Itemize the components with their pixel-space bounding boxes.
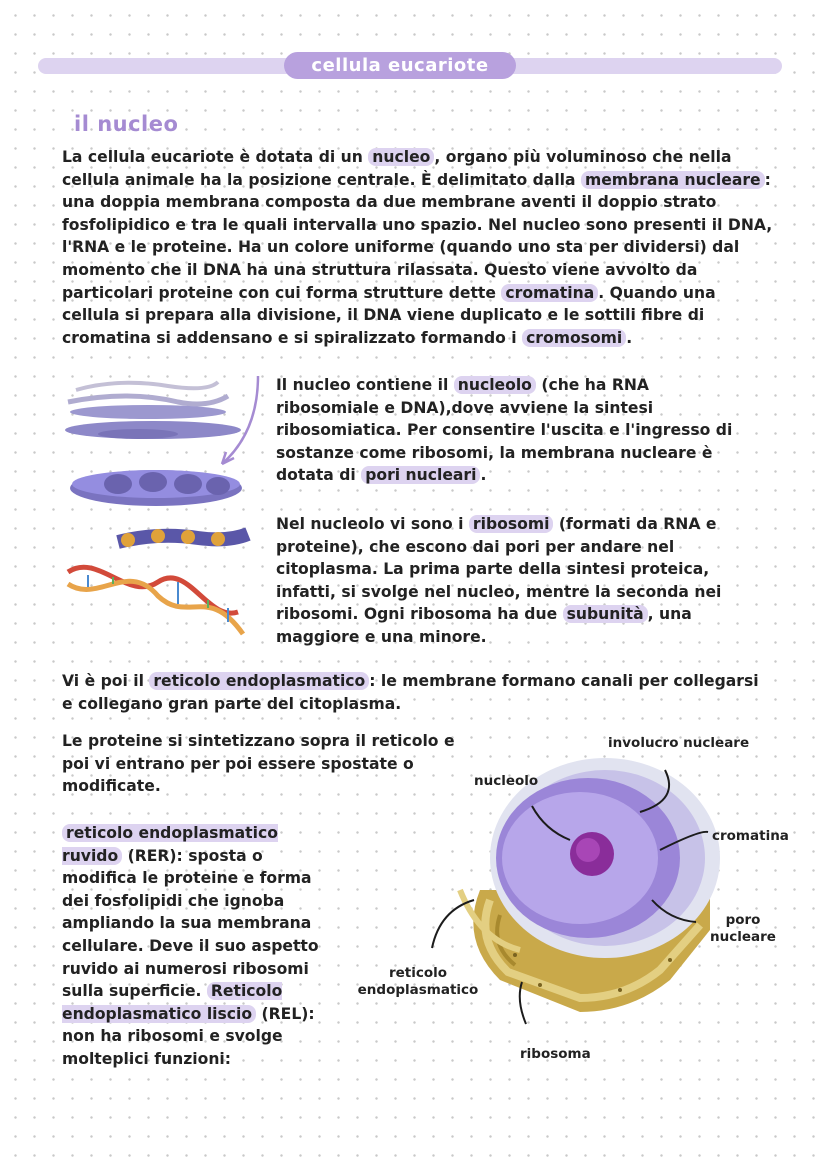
- paragraph-reticolo: [62, 670, 762, 715]
- label-nucleolo: nucleolo: [474, 773, 539, 789]
- text-run: Le proteine si sintetizzano sopra il reticolo e poi vi entrano per poi essere spostate o modificate.: [62, 732, 455, 796]
- text-run: (REL): non ha ribosomi e svolge molteplici funzioni:: [62, 1004, 315, 1068]
- text-run: (formati da RNA e proteine), che escono dai pori per andare nel citoplasma. La prima parte della sintesi proteica, infatti, si svolge nel nucleo, mentre la seconda nei ribosomi. Ogni ribosoma ha due: [276, 515, 722, 624]
- highlighted-term: pori nucleari: [361, 466, 480, 484]
- highlighted-term: membrana nucleare: [581, 171, 765, 189]
- highlighted-term: reticolo endoplasmatico ruvido: [62, 824, 278, 865]
- text-run: Nel nucleolo vi sono i: [276, 515, 469, 533]
- text-run: : le membrane formano canali per collegarsi e collegano gran parte del citoplasma.: [62, 672, 759, 713]
- highlighted-term: reticolo endoplasmatico: [149, 672, 369, 690]
- text-run: : una doppia membrana composta da due membrane aventi il doppio strato fosfolipidico e tra le quali intervalla uno spazio. Nel nucleo sono presenti il DNA, l'RNA e le proteine. Ha un colore uniforme (quando uno sta per dividersi) dal momento che il DNA ha una struttura rilassata. Questo viene avvolto da particolari proteine con cui forma strutture dette: [62, 170, 773, 302]
- text-run: (RER): sposta o modifica le proteine e forma dei fosfolipidi che ignoba ampliando la sua membrana cellulare. Deve il suo aspetto ruvido ai numerosi ribosomi sulla superficie.: [62, 846, 319, 1001]
- text-run: .: [480, 466, 487, 485]
- text-run: , una maggiore e una minore.: [276, 605, 692, 646]
- highlighted-term: nucleolo: [454, 376, 536, 394]
- paragraph-proteine: [62, 730, 482, 798]
- paragraph-nucleolo: [276, 374, 756, 487]
- pointer-arrow: [222, 376, 258, 464]
- label-poro-nucleare: poro nucleare: [710, 912, 776, 945]
- label-involucro-nucleare: involucro nucleare: [608, 735, 750, 751]
- dna-helix: [68, 567, 243, 634]
- highlighted-term: subunità: [563, 605, 648, 623]
- text-run: , organo più voluminoso che nella cellula animale ha la posizione centrale. È delimitato dalla: [62, 148, 732, 189]
- highlighted-term: cromosomi: [522, 329, 626, 347]
- paragraph-rer-rel: [62, 822, 332, 1071]
- highlighted-term: Reticolo endoplasmatico liscio: [62, 982, 283, 1023]
- highlighted-term: cromatina: [501, 284, 598, 302]
- label-reticolo-endoplasmatico: reticolo endoplasmatico: [357, 965, 479, 998]
- chromatin-coil: [70, 470, 242, 506]
- paragraph-ribosomi: [276, 513, 756, 649]
- chromosome-illustration: [58, 372, 270, 650]
- label-cromatina: cromatina: [712, 828, 789, 841]
- highlighted-term: ribosomi: [469, 515, 554, 533]
- text-run: Il nucleo contiene il: [276, 376, 454, 394]
- nucleosome-chain: [118, 529, 248, 547]
- text-run: (che ha RNA ribosomiale e DNA),dove avviene la sintesi ribosomiatica. Per consentire l'uscita e l'ingresso di sostanze come ribosomi, la membrana nucleare è dotata di: [276, 376, 733, 485]
- highlighted-term: nucleo: [368, 148, 434, 166]
- chromatin-fibers: [65, 382, 241, 439]
- label-ribosoma: ribosoma: [520, 1046, 591, 1062]
- text-run: Vi è poi il: [62, 672, 150, 690]
- paragraph-nucleo: [62, 146, 778, 349]
- text-run: .: [626, 328, 633, 347]
- section-title: il nucleo: [74, 112, 179, 136]
- text-run: . Quando una cellula si prepara alla divisione, il DNA viene duplicato e le sottili fibre di cromatina si addensano e si spiralizzato formando i: [62, 283, 716, 347]
- text-run: La cellula eucariote è dotata di un: [62, 148, 369, 166]
- page-title: cellula eucariote: [284, 52, 516, 79]
